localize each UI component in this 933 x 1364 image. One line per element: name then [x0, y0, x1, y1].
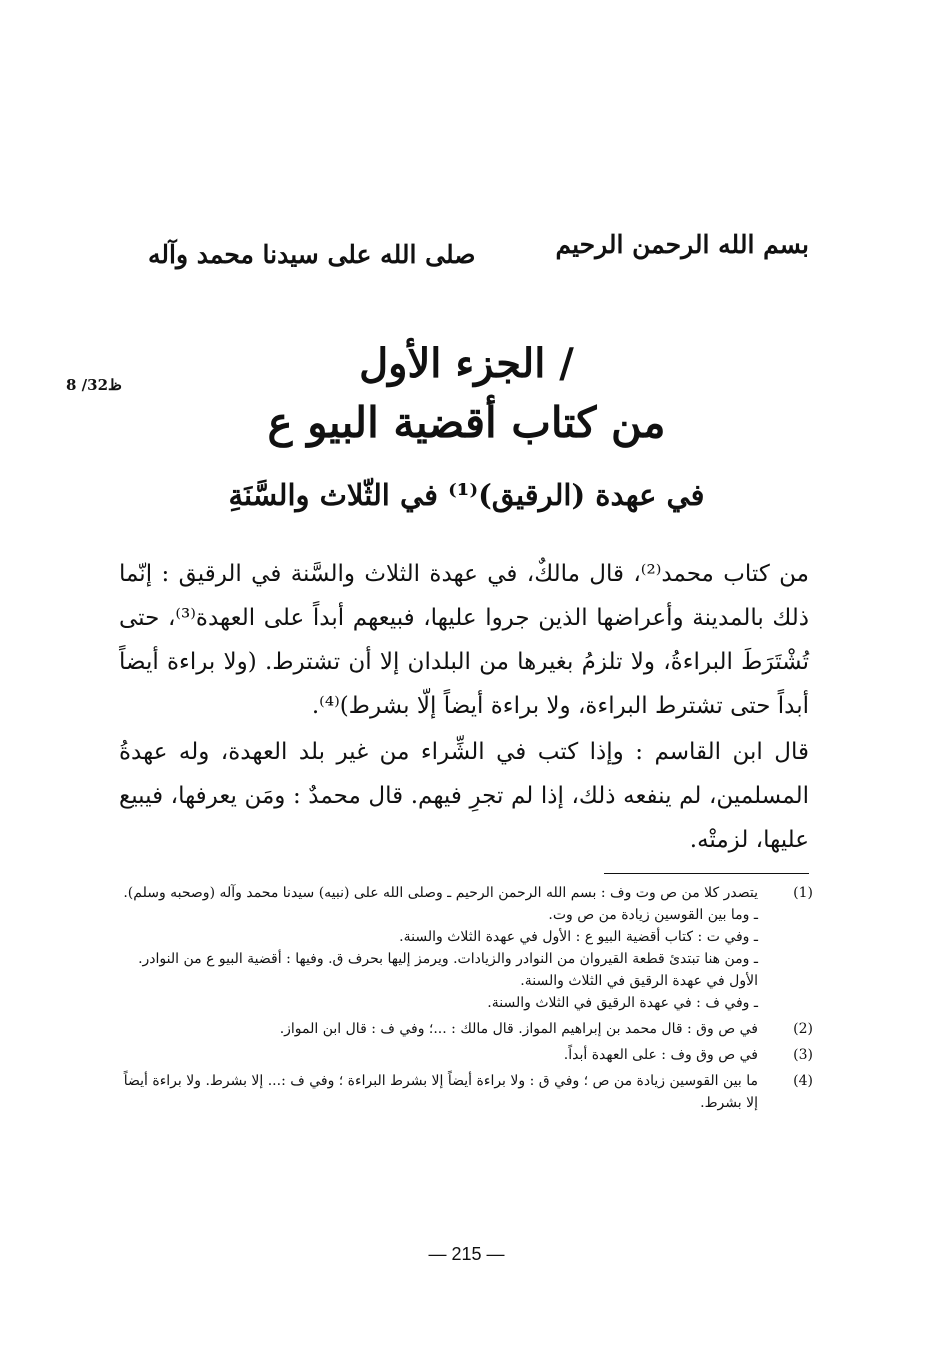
footnote-3 [113, 1044, 813, 1066]
book-title: من كتاب أقضية البيو ع [267, 398, 666, 447]
footnote-line: ما بين القوسين زيادة من ص ؛ وفي ق : ولا براءة أيضاً إلا بشرط البراءة ؛ وفي ف :... إلا بشرط. ولا براءة أيضاً إلا بشرط. [123, 1073, 758, 1111]
page-number: — 215 — [428, 1244, 505, 1264]
footnote-number: (4) [793, 1073, 813, 1089]
footnote-1 [113, 882, 813, 1014]
footnote-line: في ص وق : قال محمد بن إبراهيم المواز. قال مالك : ...؛ وفي ف : قال ابن المواز. [279, 1021, 758, 1037]
footnote-number: (2) [793, 1021, 813, 1037]
footnote-line: في ص وق وف : على العهدة أبداً. [563, 1047, 758, 1063]
volume-title: / الجزء الأول [359, 340, 574, 387]
footnote-line: ـ ومن هنا تبتدئ قطعة القيروان من النوادر والزيادات. ويرمز إليها بحرف ق. وفيها : أقضية البيو ع من النوادر. الأول في عهدة الرقيق في الثلاث والسنة. [138, 951, 758, 989]
chapter-title: في عهدة (الرقيق)⁽¹⁾ في الثّلاث والسَّنَةِ [228, 478, 705, 512]
footnote-number: (3) [793, 1047, 813, 1063]
footnote-line: ـ وما بين القوسين زيادة من ص وت. [548, 907, 758, 923]
header-bismillah: بسم الله الرحمن الرحيم [555, 230, 809, 259]
margin-reference: 8 /32ظ [66, 376, 122, 394]
footnote-number: (1) [793, 885, 813, 901]
footnote-line: ـ وفي ت : كتاب أقضية البيو ع : الأول في عهدة الثلاث والسنة. [399, 929, 758, 945]
paragraph-1: من كتاب محمد⁽²⁾، قال مالكٌ، في عهدة الثلاث والسَّنة في الرقيق : إنّما ذلك بالمدينة وأعراضها الذين جروا عليها، فبيعهم أبداً على العهدة⁽³⁾، حتى تُشْتَرَطَ البراءةُ، ولا تلزمُ بغيرها من البلدان إلا أن تشترط. (ولا براءة أيضاً أبداً حتى تشترط البراءة، ولا براءة أيضاً إلّا بشرط)⁽⁴⁾. [119, 561, 809, 719]
footnotes [113, 882, 813, 1118]
footnote-2 [113, 1018, 813, 1040]
footnote-line: يتصدر كلا من ص وت وف : بسم الله الرحمن الرحيم ـ وصلى الله على (نبيه) سيدنا محمد وآله (وصحبه وسلم). [123, 885, 758, 901]
paragraph-2: قال ابن القاسم : وإذا كتب في الشِّراء من غير بلد العهدة، وله عهدةُ المسلمين، لم ينفعه ذلك، إذا لم تجرِ فيهم. قال محمدٌ : ومَن يعرفها، فيبيع عليها، لزمتْه. [119, 739, 809, 853]
header-salawat: صلى الله على سيدنا محمد وآله [148, 240, 476, 269]
footnote-4 [113, 1070, 813, 1114]
footnote-divider [604, 873, 809, 874]
footnote-line: ـ وفي ف : في عهدة الرقيق في الثلاث والسنة. [487, 995, 758, 1011]
